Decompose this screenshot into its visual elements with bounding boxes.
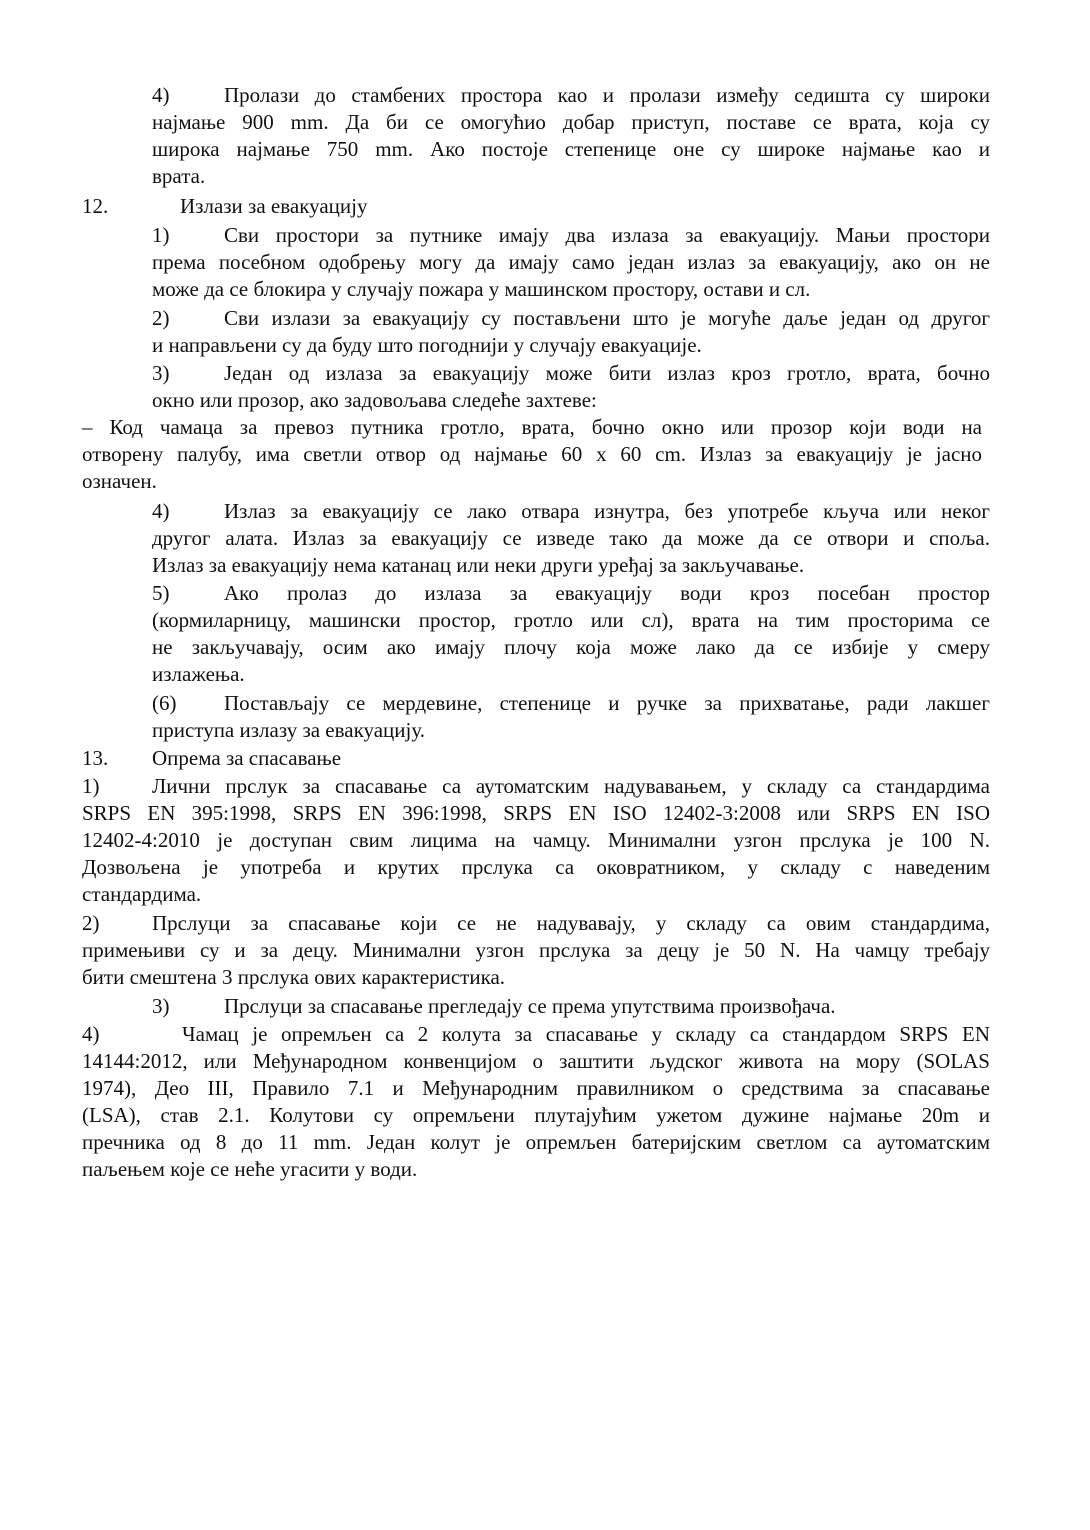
paragraph-line: паљењем које се неће угасити у води. [82,1157,418,1181]
item-number: 4) [152,499,170,523]
paragraph-line: Постављају се мердевине, степенице и ручке за прихватање, ради лакшег [224,691,990,715]
paragraph-line: (кормиларницу, машински простор, гротло или сл), врата на тим просторима се [152,608,990,632]
paragraph-line: 12402-4:2010 је доступан свим лицима на чамцу. Минимални узгон прслука је 100 N. [82,828,990,852]
paragraph-line: Дозвољена је употреба и крутих прслука са оковратником, у складу с наведеним [82,855,990,879]
section-number: 12. [82,194,109,218]
paragraph-line: Један од излаза за евакуацију може бити излаз кроз гротло, врата, бочно [224,361,990,385]
paragraph-line: примењиви су и за децу. Минимални узгон прслука за децу је 50 N. На чамцу требају [82,938,990,962]
paragraph-line: Излаз за евакуацију нема катанац или неки други уређај за закључавање. [152,553,805,577]
paragraph-line: и направљени су да буду што погоднији у случају евакуације. [152,333,702,357]
paragraph-line: Ако пролаз до излаза за евакуацију води кроз посебан простор [224,581,990,605]
paragraph-line: 1974), Део III, Правило 7.1 и Међународним правилником о средствима за спасавање [82,1076,990,1100]
paragraph-line: Излаз за евакуацију се лако отвара изнутра, без употребе кључа или неког [224,499,990,523]
paragraph-line: отворену палубу, има светли отвор од најмање 60 x 60 cm. Излаз за евакуацију је јасно [82,442,982,466]
section-number: 13. [82,746,109,770]
paragraph-line: према посебном одобрењу могу да имају само један излаз за евакуацију, ако он не [152,250,990,274]
item-number: 1) [82,774,100,798]
paragraph-line: приступа излазу за евакуацију. [152,718,425,742]
item-number: 5) [152,581,170,605]
paragraph-line: широка најмање 750 mm. Ако постоје степенице оне су широке најмање као и [152,137,990,161]
paragraph-line: Прслуци за спасавање који се не надувавају, у складу са овим стандардима, [152,911,990,935]
paragraph-line: пречника од 8 до 11 mm. Један колут је опремљен батеријским светлом са аутоматским [82,1130,990,1154]
paragraph-line: Пролази до стамбених простора као и пролази између седишта су широки [224,83,990,107]
item-number: 3) [152,994,170,1018]
item-number: 2) [82,911,100,935]
paragraph-line: SRPS EN 395:1998, SRPS EN 396:1998, SRPS EN ISO 12402-3:2008 или SRPS EN ISO [82,801,990,825]
paragraph-line: Сви излази за евакуацију су постављени што је могуће даље један од другог [224,306,990,330]
item-number: 4) [82,1022,100,1046]
paragraph-line: излажења. [152,662,245,686]
paragraph-line: окно или прозор, ако задовољава следеће захтеве: [152,388,597,412]
paragraph-line: Лични прслук за спасавање са аутоматским надувавањем, у складу са стандардима [152,774,990,798]
section-title: Излази за евакуацију [180,194,368,218]
paragraph-line: Прслуци за спасавање прегледају се према упутствима произвођача. [224,994,836,1018]
item-number: 2) [152,306,170,330]
section-title: Опрема за спасавање [152,746,342,770]
paragraph-line: Сви простори за путнике имају два излаза за евакуацију. Мањи простори [224,223,990,247]
paragraph-line: стандардима. [82,882,202,906]
paragraph-line: може да се блокира у случају пожара у машинском простору, остави и сл. [152,277,811,301]
paragraph-line: – Код чамаца за превоз путника гротло, врата, бочно окно или прозор који води на [82,415,982,439]
paragraph-line: бити смештена 3 прслука ових карактеристика. [82,965,506,989]
paragraph-line: не закључавају, осим ако имају плочу која може лако да се избије у смеру [152,635,990,659]
paragraph-line: другог алата. Излаз за евакуацију се изведе тако да може да се отвори и споља. [152,526,990,550]
paragraph-line: Чамац је опремљен са 2 колута за спасавање у складу са стандардом SRPS EN [182,1022,990,1046]
item-number: 3) [152,361,170,385]
paragraph-line: 14144:2012, или Међународном конвенцијом о заштити људског живота на мору (SOLAS [82,1049,990,1073]
paragraph-line: означен. [82,469,157,493]
paragraph-line: врата. [152,164,206,188]
item-number: (6) [152,691,177,715]
item-number: 4) [152,83,170,107]
paragraph-line: најмање 900 mm. Да би се омогућио добар приступ, поставе се врата, која су [152,110,990,134]
paragraph-line: (LSA), став 2.1. Колутови су опремљени плутајућим ужетом дужине најмање 20m и [82,1103,990,1127]
item-number: 1) [152,223,170,247]
